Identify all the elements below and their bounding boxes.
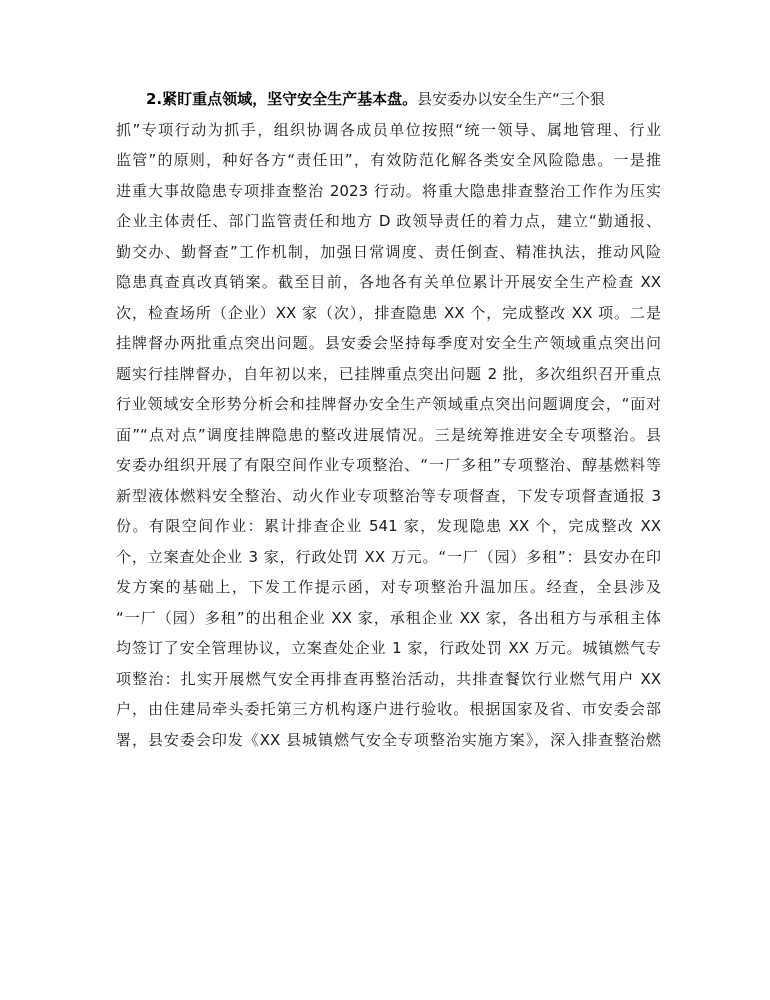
text-line: 署，县安委会印发《XX 县城镇燃气安全专项整治实施方案》，深入排查整治燃 — [116, 730, 661, 749]
text-line: 企业主体责任、部门监管责任和地方 D 政领导责任的着力点，建立“勤通报、 — [116, 212, 661, 230]
text-line: 行业领域安全形势分析会和挂牌督办安全生产领域重点突出问题调度会，“面对 — [116, 395, 661, 413]
text-line: 新型液体燃料安全整治、动火作业专项整治等专项督查，下发专项督查通报 3 — [116, 486, 661, 505]
text-line: 次，检查场所（企业）XX 家（次），排查隐患 XX 个，完成整改 XX 项。二是 — [116, 303, 661, 322]
text-line: 均签订了安全管理协议，立案查处企业 1 家，行政处罚 XX 万元。城镇燃气专 — [116, 639, 661, 657]
paragraph-first-line — [116, 84, 661, 115]
text-line: 面”“点对点”调度挂牌隐患的整改进展情况。三是统筹推进安全专项整治。县 — [116, 425, 661, 444]
text-line: 份。有限空间作业：累计排查企业 541 家，发现隐患 XX 个，完成整改 XX — [116, 517, 661, 535]
text-line: 项整治：扎实开展燃气安全再排查再整治活动，共排查餐饮行业燃气用户 XX — [116, 669, 661, 688]
text-line: 题实行挂牌督办，自年初以来，已挂牌重点突出问题 2 批，多次组织召开重点 — [116, 364, 661, 383]
text-line: 抓”专项行动为抓手，组织协调各成员单位按照“统一领导、属地管理、行业 — [116, 120, 661, 139]
text-line: 安委办组织开展了有限空间作业专项整治、“一厂多租”专项整治、醇基燃料等 — [116, 456, 661, 474]
text-line: 发方案的基础上，下发工作提示函，对专项整治升温加压。经查，全县涉及 — [116, 578, 661, 596]
text-line: 监管”的原则，种好各方“责任田”，有效防范化解各类安全风险隐患。一是推 — [116, 151, 661, 169]
text-line: 挂牌督办两批重点突出问题。县安委会坚持每季度对安全生产领域重点突出问 — [116, 334, 661, 352]
text-line: 进重大事故隐患专项排查整治 2023 行动。将重大隐患排查整治工作作为压实 — [116, 181, 661, 200]
text-line: 隐患真查真改真销案。截至目前，各地各有关单位累计开展安全生产检查 XX — [116, 273, 661, 291]
text-line: 勤交办、勤督查”工作机制，加强日常调度、责任倒查、精准执法，推动风险 — [116, 242, 661, 261]
paragraph — [116, 84, 661, 755]
text-line: 县安委办以安全生产“三个狠 — [417, 90, 605, 108]
text-line: 户，由住建局牵头委托第三方机构逐户进行验收。根据国家及省、市安委会部 — [116, 700, 661, 718]
text-line: 个，立案查处企业 3 家，行政处罚 XX 万元。“一厂（园）多租”：县安办在印 — [116, 547, 661, 566]
section-heading: 2.紧盯重点领域，坚守安全生产基本盘。 — [146, 90, 418, 108]
text-line: “一厂（园）多租”的出租企业 XX 家，承租企业 XX 家，各出租方与承租主体 — [116, 608, 661, 627]
